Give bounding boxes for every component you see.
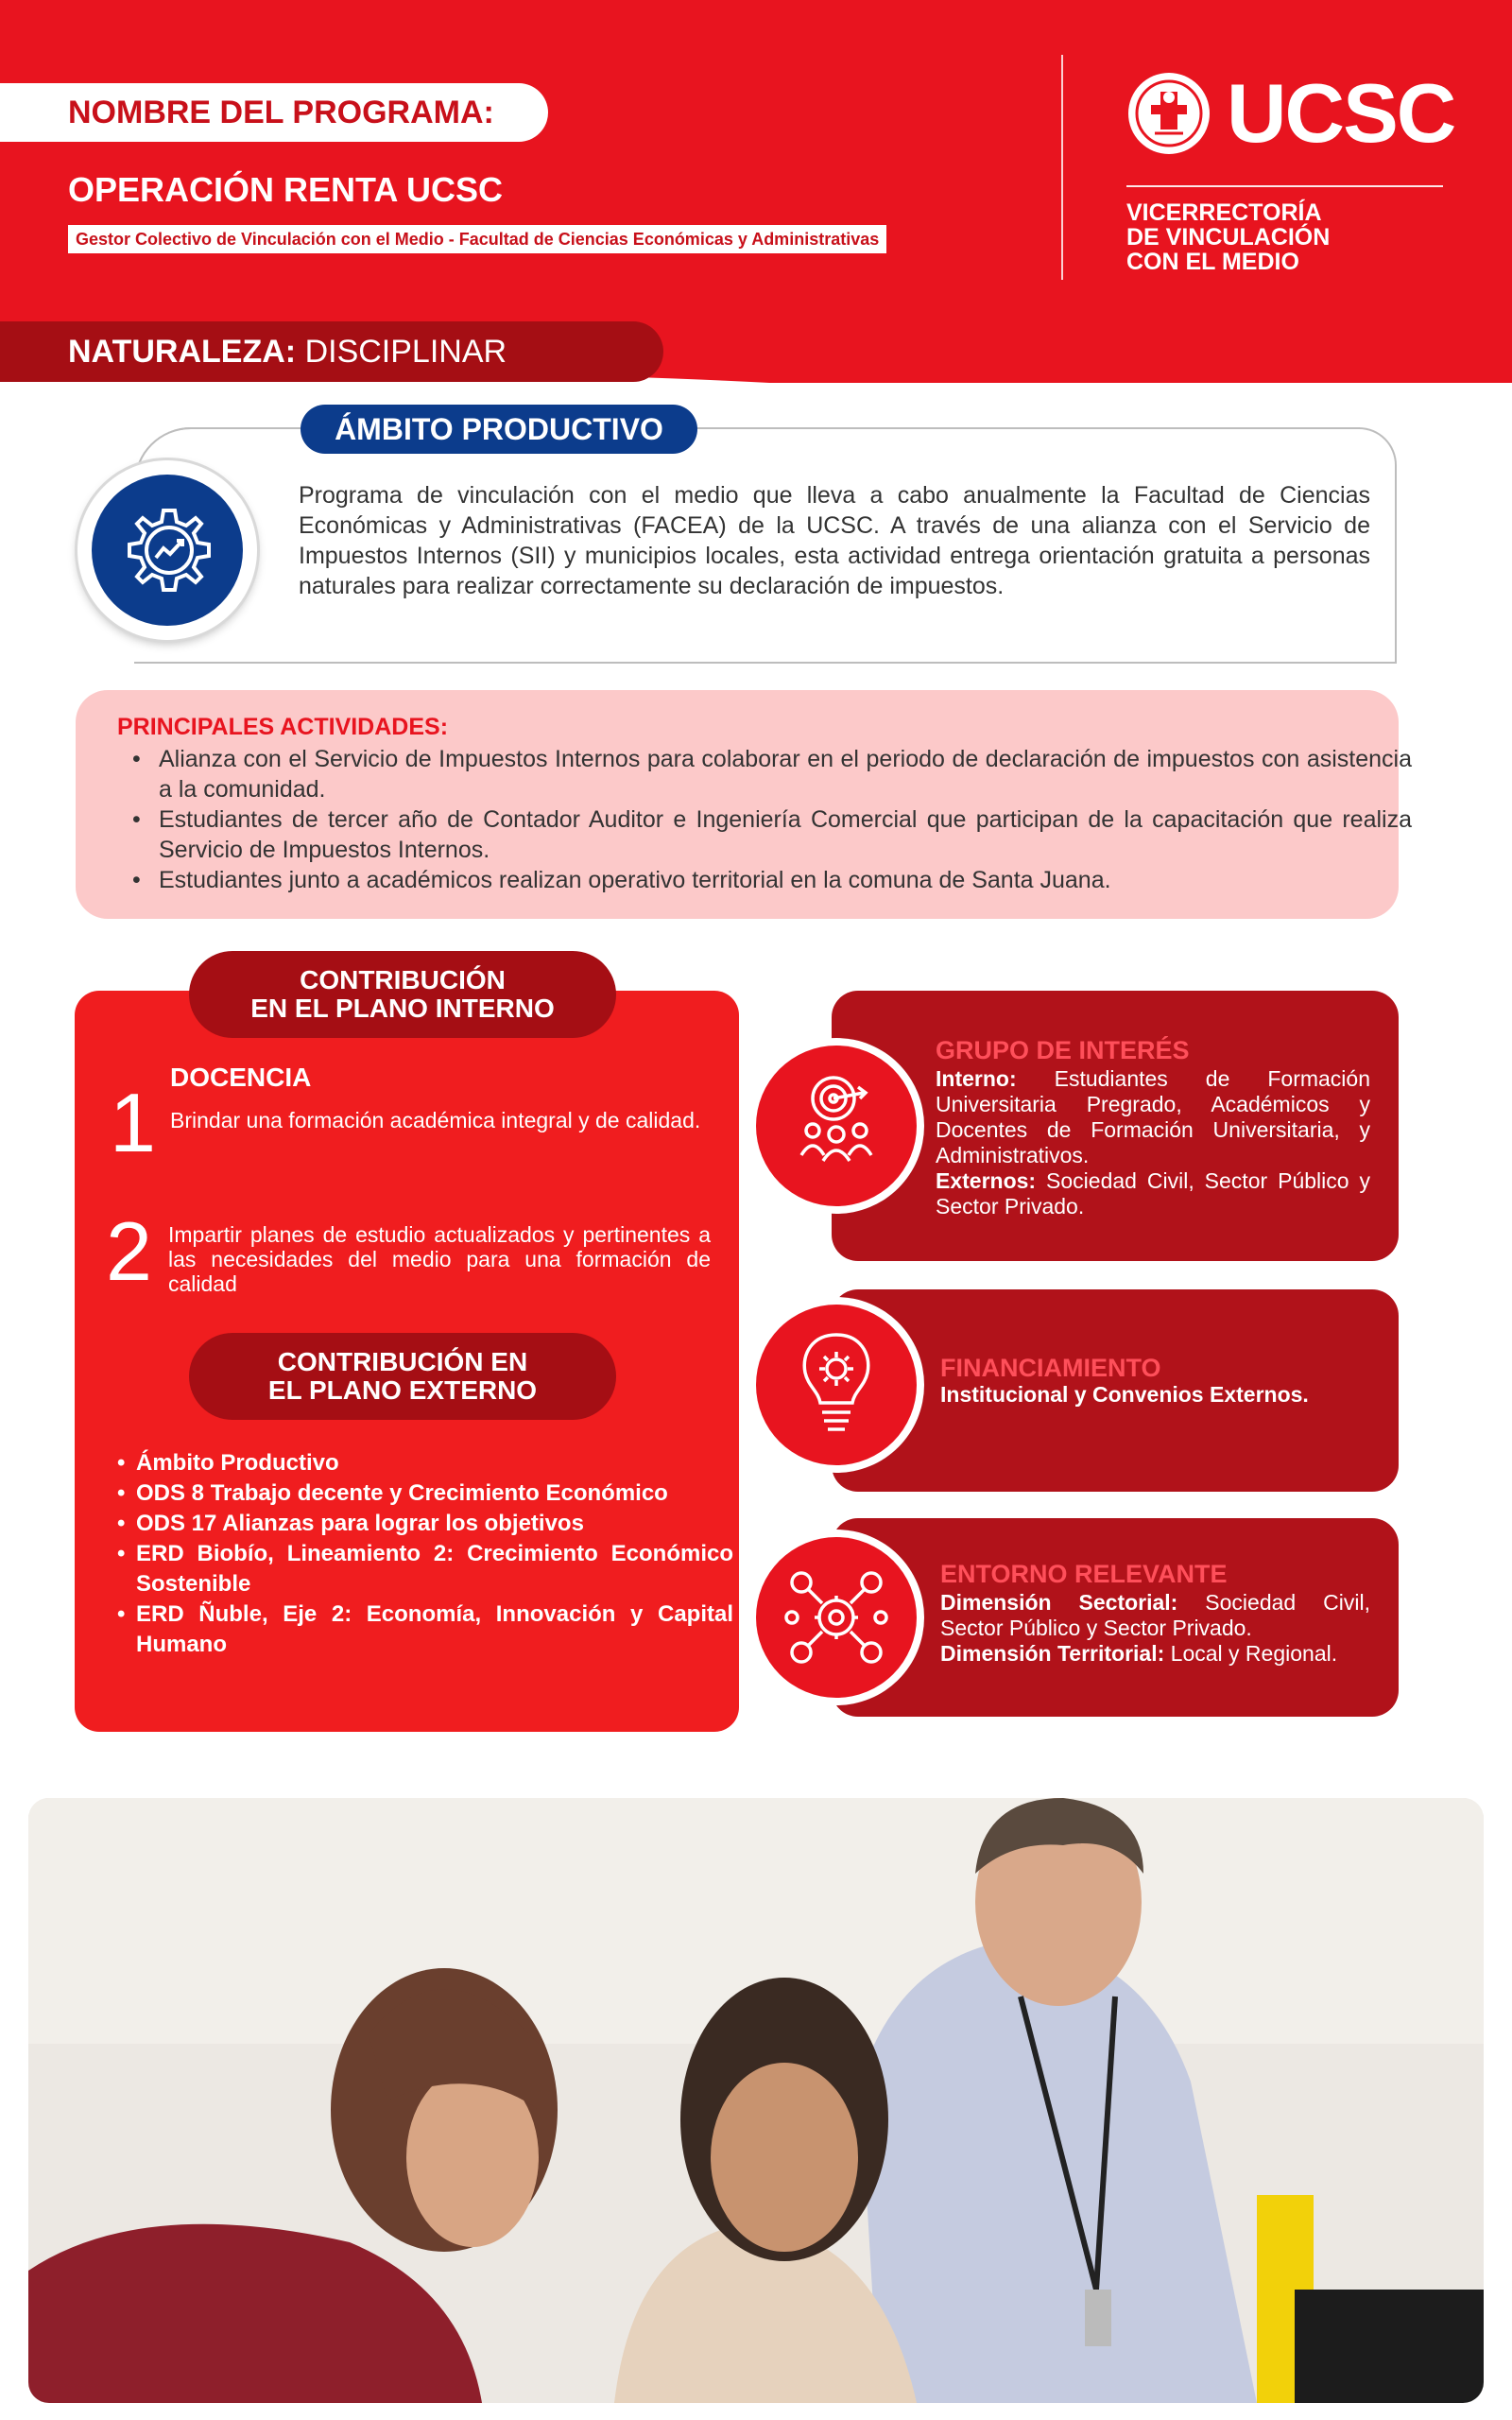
- ambito-tag: ÁMBITO PRODUCTIVO: [301, 405, 697, 454]
- grupo-externos: [936, 1168, 1370, 1219]
- grupo-interno: [936, 1066, 1370, 1168]
- entorno-sectorial-value: Sociedad Civil, Sector Público y Sector Privado.: [940, 1590, 1370, 1640]
- logo-underline: [1126, 185, 1443, 187]
- entorno-territorial-label: Dimensión Territorial:: [940, 1641, 1165, 1666]
- actividades-title: PRINCIPALES ACTIVIDADES:: [117, 714, 449, 740]
- grupo-text: [936, 1066, 1370, 1219]
- grupo-title: GRUPO DE INTERÉS: [936, 1036, 1190, 1064]
- entorno-text: [940, 1590, 1370, 1667]
- title-line: EN EL PLANO INTERNO: [250, 994, 555, 1023]
- ucsc-logo-text: UCSC: [1227, 66, 1455, 160]
- program-photo: [28, 1798, 1484, 2403]
- vice-line-2: DE VINCULACIÓN: [1126, 224, 1331, 251]
- contribucion-externo-title: [189, 1333, 616, 1420]
- list-item: • ERD Biobío, Lineamiento 2: Crecimiento Económico Sostenible: [136, 1539, 733, 1599]
- vice-line-3: CON EL MEDIO: [1126, 249, 1299, 275]
- entorno-territorial-value: Local y Regional.: [1164, 1641, 1338, 1666]
- network-gear-icon: [784, 1565, 888, 1669]
- title-line: CONTRIBUCIÓN: [300, 965, 506, 994]
- title-line: CONTRIBUCIÓN EN: [277, 1347, 528, 1376]
- list-item: • Estudiantes de tercer año de Contador Auditor e Ingeniería Comercial que participan de la capacitación que realiza Servicio de Impuestos Internos.: [159, 804, 1412, 865]
- ambito-description: Programa de vinculación con el medio que lleva a cabo anualmente la Facultad de Ciencias Económicas y Administrativas (FACEA) de la UCSC. A través de una alianza con el Servicio de Impuestos Internos (SII) y municipios locales, esta actividad entrega orientación gratuita a personas naturales para realizar correctamente su declaración de impuestos.: [299, 482, 1370, 599]
- docencia-item-2: Impartir planes de estudio actualizados y pertinentes a las necesidades del medio para una formación de calidad: [168, 1222, 711, 1296]
- naturaleza-label: NATURALEZA:: [68, 334, 297, 370]
- item-number-1: 1: [110, 1076, 156, 1169]
- entorno-sectorial-label: Dimensión Sectorial:: [940, 1590, 1178, 1615]
- header-divider: [1061, 55, 1063, 280]
- vicerrectoria-title: [1126, 200, 1330, 274]
- ucsc-seal-icon: [1126, 71, 1211, 156]
- entorno-sectorial: [940, 1590, 1370, 1641]
- vice-line-1: VICERRECTORÍA: [1126, 199, 1322, 226]
- list-item: • Alianza con el Servicio de Impuestos Internos para colaborar en el periodo de declaración de impuestos con asistencia a la comunidad.: [159, 744, 1412, 804]
- list-item: • ODS 8 Trabajo decente y Crecimiento Económico: [136, 1478, 733, 1509]
- grupo-externos-label: Externos:: [936, 1168, 1037, 1193]
- docencia-item-1: Brindar una formación académica integral y de calidad.: [170, 1108, 701, 1132]
- photo-illustration: [28, 1798, 1484, 2403]
- program-subtitle: Gestor Colectivo de Vinculación con el Medio - Facultad de Ciencias Económicas y Administrativas: [68, 225, 886, 253]
- grupo-externos-value: Sociedad Civil, Sector Público y Sector Privado.: [936, 1168, 1370, 1219]
- target-people-icon: [784, 1068, 888, 1172]
- item-number-2: 2: [106, 1204, 152, 1298]
- list-item: • ODS 17 Alianzas para lograr los objetivos: [136, 1509, 733, 1539]
- financiamiento-text: Institucional y Convenios Externos.: [940, 1382, 1309, 1407]
- program-name: OPERACIÓN RENTA UCSC: [68, 170, 504, 209]
- list-item: • Estudiantes junto a académicos realizan operativo territorial en la comuna de Santa Juana.: [159, 865, 1412, 895]
- docencia-title: DOCENCIA: [170, 1063, 312, 1092]
- gear-growth-icon: [111, 493, 224, 607]
- list-item: • Ámbito Productivo: [136, 1448, 733, 1478]
- entorno-title: ENTORNO RELEVANTE: [940, 1560, 1228, 1588]
- entorno-territorial: [940, 1641, 1370, 1667]
- list-item: • ERD Ñuble, Eje 2: Economía, Innovación y Capital Humano: [136, 1599, 733, 1660]
- naturaleza-bar: [0, 321, 663, 382]
- financiamiento-title: FINANCIAMIENTO: [940, 1354, 1161, 1382]
- naturaleza-value: DISCIPLINAR: [304, 334, 507, 370]
- lightbulb-gear-icon: [784, 1327, 888, 1441]
- actividades-list: [117, 744, 1412, 895]
- externo-list: [117, 1448, 733, 1660]
- program-label: NOMBRE DEL PROGRAMA:: [0, 83, 548, 142]
- title-line: EL PLANO EXTERNO: [267, 1375, 538, 1405]
- grupo-interno-label: Interno:: [936, 1066, 1017, 1091]
- contribucion-interno-title: [189, 951, 616, 1038]
- grupo-interno-value: Estudiantes de Formación Universitaria Pregrado, Académicos y Docentes de Formación Universitaria, y Administrativos.: [936, 1066, 1370, 1167]
